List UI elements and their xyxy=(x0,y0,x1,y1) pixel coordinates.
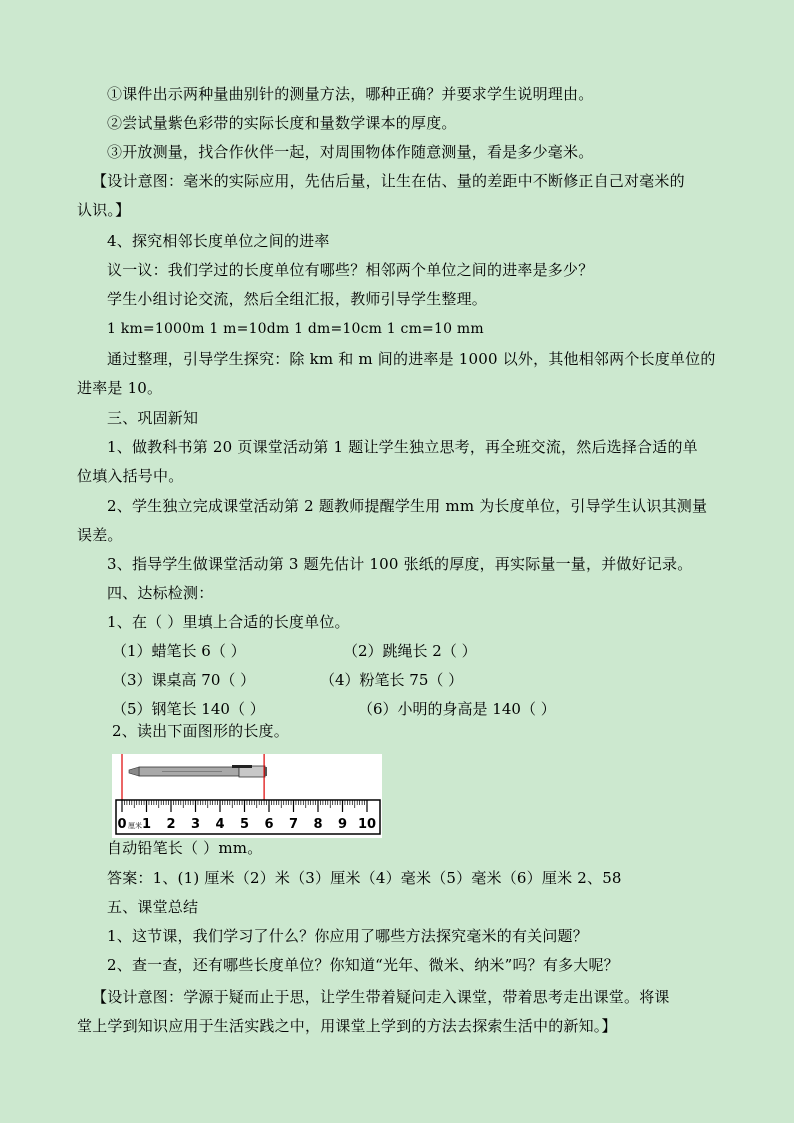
discussion-prompt: 议一议：我们学过的长度单位有哪些？相邻两个单位之间的进率是多少？ xyxy=(107,261,594,279)
exercise-2-title: 2、读出下面图形的长度。 xyxy=(112,722,289,740)
question-4: （4）粉笔长 75（ ） xyxy=(320,671,464,689)
exercise-1-title: 1、在（ ）里填上合适的长度单位。 xyxy=(107,613,350,631)
summary-question-2: 2、查一查，还有哪些长度单位？你知道“光年、微米、纳米”吗？有多大呢？ xyxy=(107,956,619,974)
ruler-tick-label: 3 xyxy=(190,817,201,832)
step-1-text: ①课件出示两种量曲别针的测量方法，哪种正确？并要求学生说明理由。 xyxy=(107,85,594,103)
consolidation-2-cont: 误差。 xyxy=(77,526,123,544)
summary-text-cont: 进率是 10。 xyxy=(77,379,163,397)
ruler-tick-label: 1 xyxy=(141,817,152,832)
answer-text: 答案：1、(1) 厘米（2）米（3）厘米（4）毫米（5）毫米（6）厘米 2、58 xyxy=(107,869,622,887)
consolidation-1-cont: 位填入括号中。 xyxy=(77,467,184,485)
question-5: （5）钢笔长 140（ ） xyxy=(112,700,265,718)
summary-question-1: 1、这节课，我们学习了什么？你应用了哪些方法探究毫米的有关问题？ xyxy=(107,927,588,945)
question-1: （1）蜡笔长 6（ ） xyxy=(112,642,246,660)
section-heading-four: 四、达标检测： xyxy=(107,584,214,602)
ruler-tick-label: 6 xyxy=(264,817,274,832)
ruler-unit-label: 厘米 xyxy=(128,822,142,830)
design-intent-1: 【设计意图：毫米的实际应用，先估后量，让生在估、量的差距中不断修正自己对毫米的 xyxy=(92,172,685,190)
pencil-image xyxy=(129,765,267,777)
summary-text: 通过整理，引导学生探究：除 km 和 m 间的进率是 1000 以外，其他相邻两个长度单位的 xyxy=(107,350,716,368)
ruler-tick-label: 5 xyxy=(239,817,250,832)
section-heading-five: 五、课堂总结 xyxy=(107,898,199,916)
unit-conversions: 1 km=1000m 1 m=10dm 1 dm=10cm 1 cm=10 mm xyxy=(107,321,484,337)
section-heading-three: 三、巩固新知 xyxy=(107,409,199,427)
ruler-svg xyxy=(112,754,382,838)
ruler-tick-label: 8 xyxy=(313,817,323,832)
pencil-ruler-figure xyxy=(112,754,382,838)
design-intent-1-cont: 认识。】 xyxy=(77,201,131,219)
pencil-length-question: 自动铅笔长（ ）mm。 xyxy=(107,839,263,857)
design-intent-2-cont: 堂上学到知识应用于生活实践之中，用课堂上学到的方法去探索生活中的新知。】 xyxy=(77,1017,617,1035)
ruler-tick-label: 10 xyxy=(357,817,377,832)
consolidation-3: 3、指导学生做课堂活动第 3 题先估计 100 张纸的厚度，再实际量一量，并做好记录。 xyxy=(107,555,693,573)
ruler-tick-label: 2 xyxy=(166,817,176,832)
design-intent-2: 【设计意图：学源于疑而止于思，让学生带着疑问走入课堂，带着思考走出课堂。将课 xyxy=(92,988,670,1006)
ruler-tick-label: 9 xyxy=(337,817,348,832)
ruler-tick-label: 0 xyxy=(117,817,127,832)
ruler-tick-label: 4 xyxy=(215,817,225,832)
group-discussion: 学生小组讨论交流，然后全组汇报，教师引导学生整理。 xyxy=(107,290,488,308)
consolidation-1: 1、做教科书第 20 页课堂活动第 1 题让学生独立思考，再全班交流，然后选择合适的单 xyxy=(107,438,698,456)
question-6: （6）小明的身高是 140（ ） xyxy=(358,700,556,718)
question-2: （2）跳绳长 2（ ） xyxy=(343,642,477,660)
question-3: （3）课桌高 70（ ） xyxy=(112,671,256,689)
consolidation-2: 2、学生独立完成课堂活动第 2 题教师提醒学生用 mm 为长度单位，引导学生认识其测量 xyxy=(107,497,708,515)
section-heading-4: 4、探究相邻长度单位之间的进率 xyxy=(107,232,330,250)
ruler-tick-label: 7 xyxy=(288,817,299,832)
step-3-text: ③开放测量，找合作伙伴一起，对周围物体作随意测量，看是多少毫米。 xyxy=(107,143,594,161)
step-2-text: ②尝试量紫色彩带的实际长度和量数学课本的厚度。 xyxy=(107,114,457,132)
